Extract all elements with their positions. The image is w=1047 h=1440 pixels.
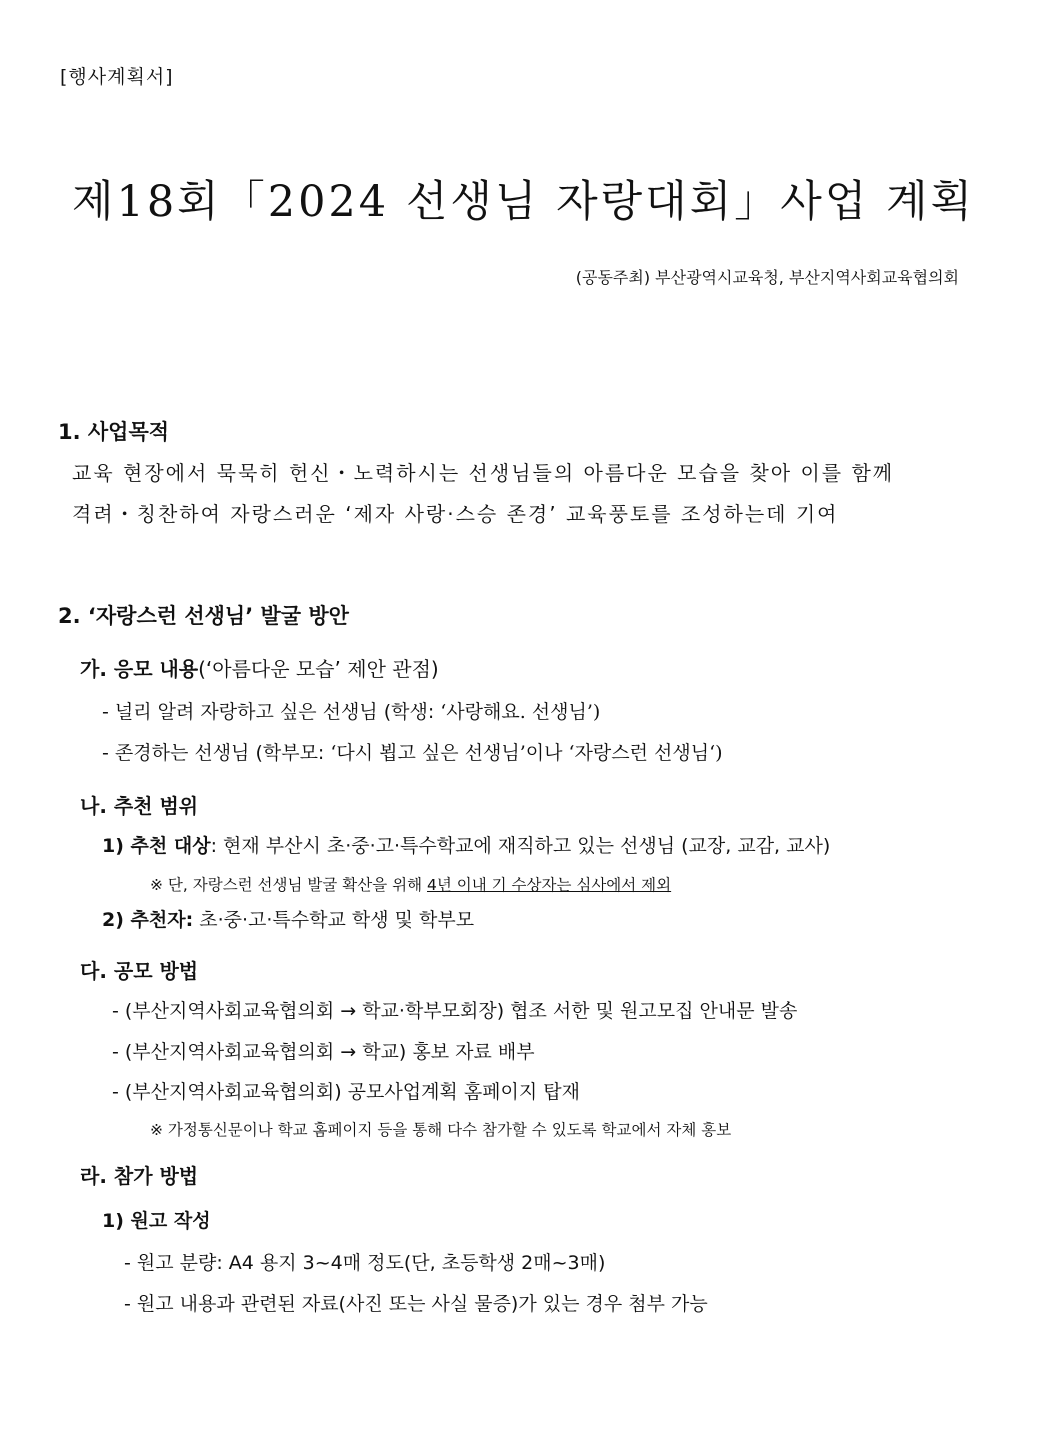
na-recommender-text: 초·중·고·특수학교 학생 및 학부모: [193, 909, 475, 931]
ra-label: 라. 참가 방법: [80, 1164, 199, 1188]
document-tag: [행사계획서]: [60, 66, 174, 88]
ga-item-2-quote: ‘다시 뵙고 싶은 선생님’이나 ‘자랑스런 선생님‘): [330, 742, 723, 764]
na-recommender: [102, 905, 474, 932]
page-title: 제18회「2024 선생님 자랑대회」사업 계획: [71, 177, 976, 227]
na-target-text: : 현재 부산시 초·중·고·특수학교에 재직하고 있는 선생님 (교장, 교감, 교사): [210, 835, 831, 857]
ga-label: 가. 응모 내용: [80, 657, 199, 681]
na-note-prefix: ※ 단, 자랑스런 선생님 발굴 확산을 위해: [150, 876, 427, 894]
organizers-line: (공동주최) 부산광역시교육청, 부산지역사회교육협의회: [575, 268, 959, 287]
section1-line2: 격려・칭찬하여 자랑스러운 ‘제자 사랑·스승 존경’ 교육풍토를 조성하는데 기여: [72, 502, 839, 526]
ra-sub-heading: [102, 1206, 211, 1233]
da-label: 다. 공모 방법: [80, 959, 199, 983]
section2-ra-heading: [80, 1160, 198, 1189]
na-note: [150, 873, 671, 895]
da-item-1: - (부산지역사회교육협의회 → 학교·학부모회장) 협조 서한 및 원고모집 안내문 발송: [112, 1000, 798, 1022]
ra-item-1: - 원고 분량: A4 용지 3~4매 정도(단, 초등학생 2매~3매): [124, 1252, 606, 1274]
ga-item-1-prefix: - 널리 알려 자랑하고 싶은 선생님 (학생:: [102, 701, 441, 723]
ga-item-1-quote: ‘사랑해요. 선생님’): [440, 701, 601, 723]
section2-na-heading: [80, 790, 198, 819]
section2-heading: 2. ‘자랑스런 선생님’ 발굴 방안: [58, 604, 349, 628]
da-item-2: - (부산지역사회교육협의회 → 학교) 홍보 자료 배부: [112, 1041, 535, 1063]
ga-suffix: (‘아름다운 모습’ 제안 관점): [198, 657, 439, 681]
da-item-3: - (부산지역사회교육협의회) 공모사업계획 홈페이지 탑재: [112, 1081, 580, 1103]
ra-sub-label: 1) 원고 작성: [102, 1210, 211, 1232]
ga-item-1: [102, 697, 600, 724]
na-target: [102, 831, 830, 858]
na-recommender-label: 2) 추천자:: [102, 909, 194, 931]
da-note: ※ 가정통신문이나 학교 홈페이지 등을 통해 다수 참가할 수 있도록 학교에서 자체 홍보: [150, 1121, 732, 1139]
section1-line1: 교육 현장에서 묵묵히 헌신・노력하시는 선생님들의 아름다운 모습을 찾아 이를 함께: [72, 461, 895, 485]
section2-ga-heading: [80, 653, 439, 682]
ga-item-2: [102, 738, 723, 765]
na-target-label: 1) 추천 대상: [102, 835, 211, 857]
section1-heading: 1. 사업목적: [58, 420, 170, 444]
na-label: 나. 추천 범위: [80, 794, 199, 818]
ga-item-2-prefix: - 존경하는 선생님 (학부모:: [102, 742, 331, 764]
section2-da-heading: [80, 955, 198, 984]
ra-item-2: - 원고 내용과 관련된 자료(사진 또는 사실 물증)가 있는 경우 첨부 가능: [124, 1293, 708, 1315]
na-note-underlined: 4년 이내 기 수상자는 심사에서 제외: [427, 876, 672, 894]
